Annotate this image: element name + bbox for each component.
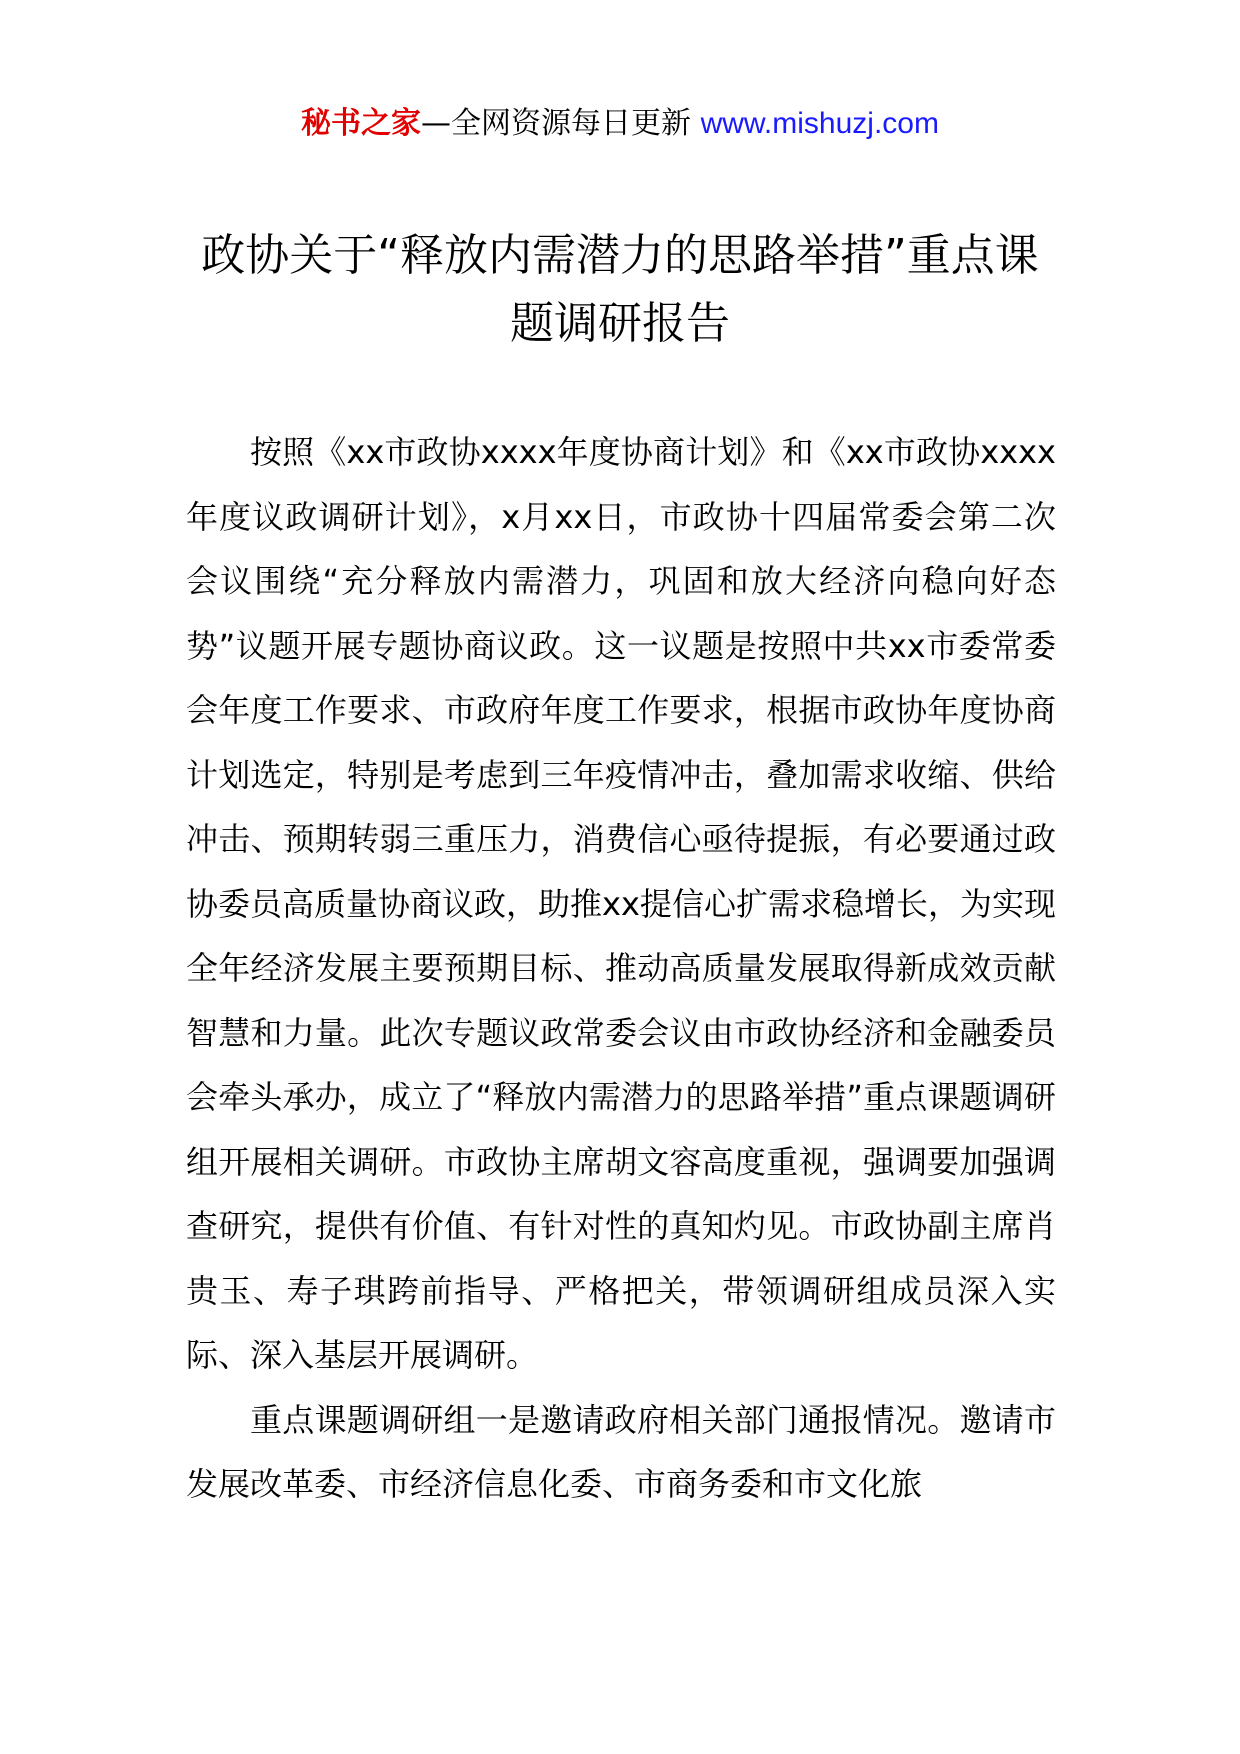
paragraph: 按照《xx市政协xxxx年度协商计划》和《xx市政协xxxx年度议政调研计划》，x月xx日，市政协十四届常委会第二次会议围绕“充分释放内需潜力，巩固和放大经济向稳向好态势”议题开展专题协商议政。这一议题是按照中共xx市委常委会年度工作要求、市政府年度工作要求，根据市政协年度协商计划选定，特别是考虑到三年疫情冲击，叠加需求收缩、供给冲击、预期转弱三重压力，消费信心亟待提振，有必要通过政协委员高质量协商议政，助推xx提信心扩需求稳增长，为实现全年经济发展主要预期目标、推动高质量发展取得新成效贡献智慧和力量。此次专题议政常委会议由市政协经济和金融委员会牵头承办，成立了“释放内需潜力的思路举措”重点课题调研组开展相关调研。市政协主席胡文容高度重视，强调要加强调查研究，提供有价值、有针对性的真知灼见。市政协副主席肖贵玉、寿子琪跨前指导、严格把关，带领调研组成员深入实际、深入基层开展调研。 [186, 433, 1056, 1374]
document-title: 政协关于“释放内需潜力的思路举措”重点课题调研报告 [201, 230, 1039, 349]
header-slogan: —全网资源每日更新 [421, 106, 701, 141]
site-url-link[interactable]: www.mishuzj.com [700, 107, 939, 140]
brand-name: 秘书之家 [301, 106, 422, 141]
site-header [0, 100, 1240, 148]
document-body [186, 420, 1056, 1517]
paragraph: 重点课题调研组一是邀请政府相关部门通报情况。邀请市发展改革委、市经济信息化委、市商务委和市文化旅 [186, 1400, 1056, 1503]
